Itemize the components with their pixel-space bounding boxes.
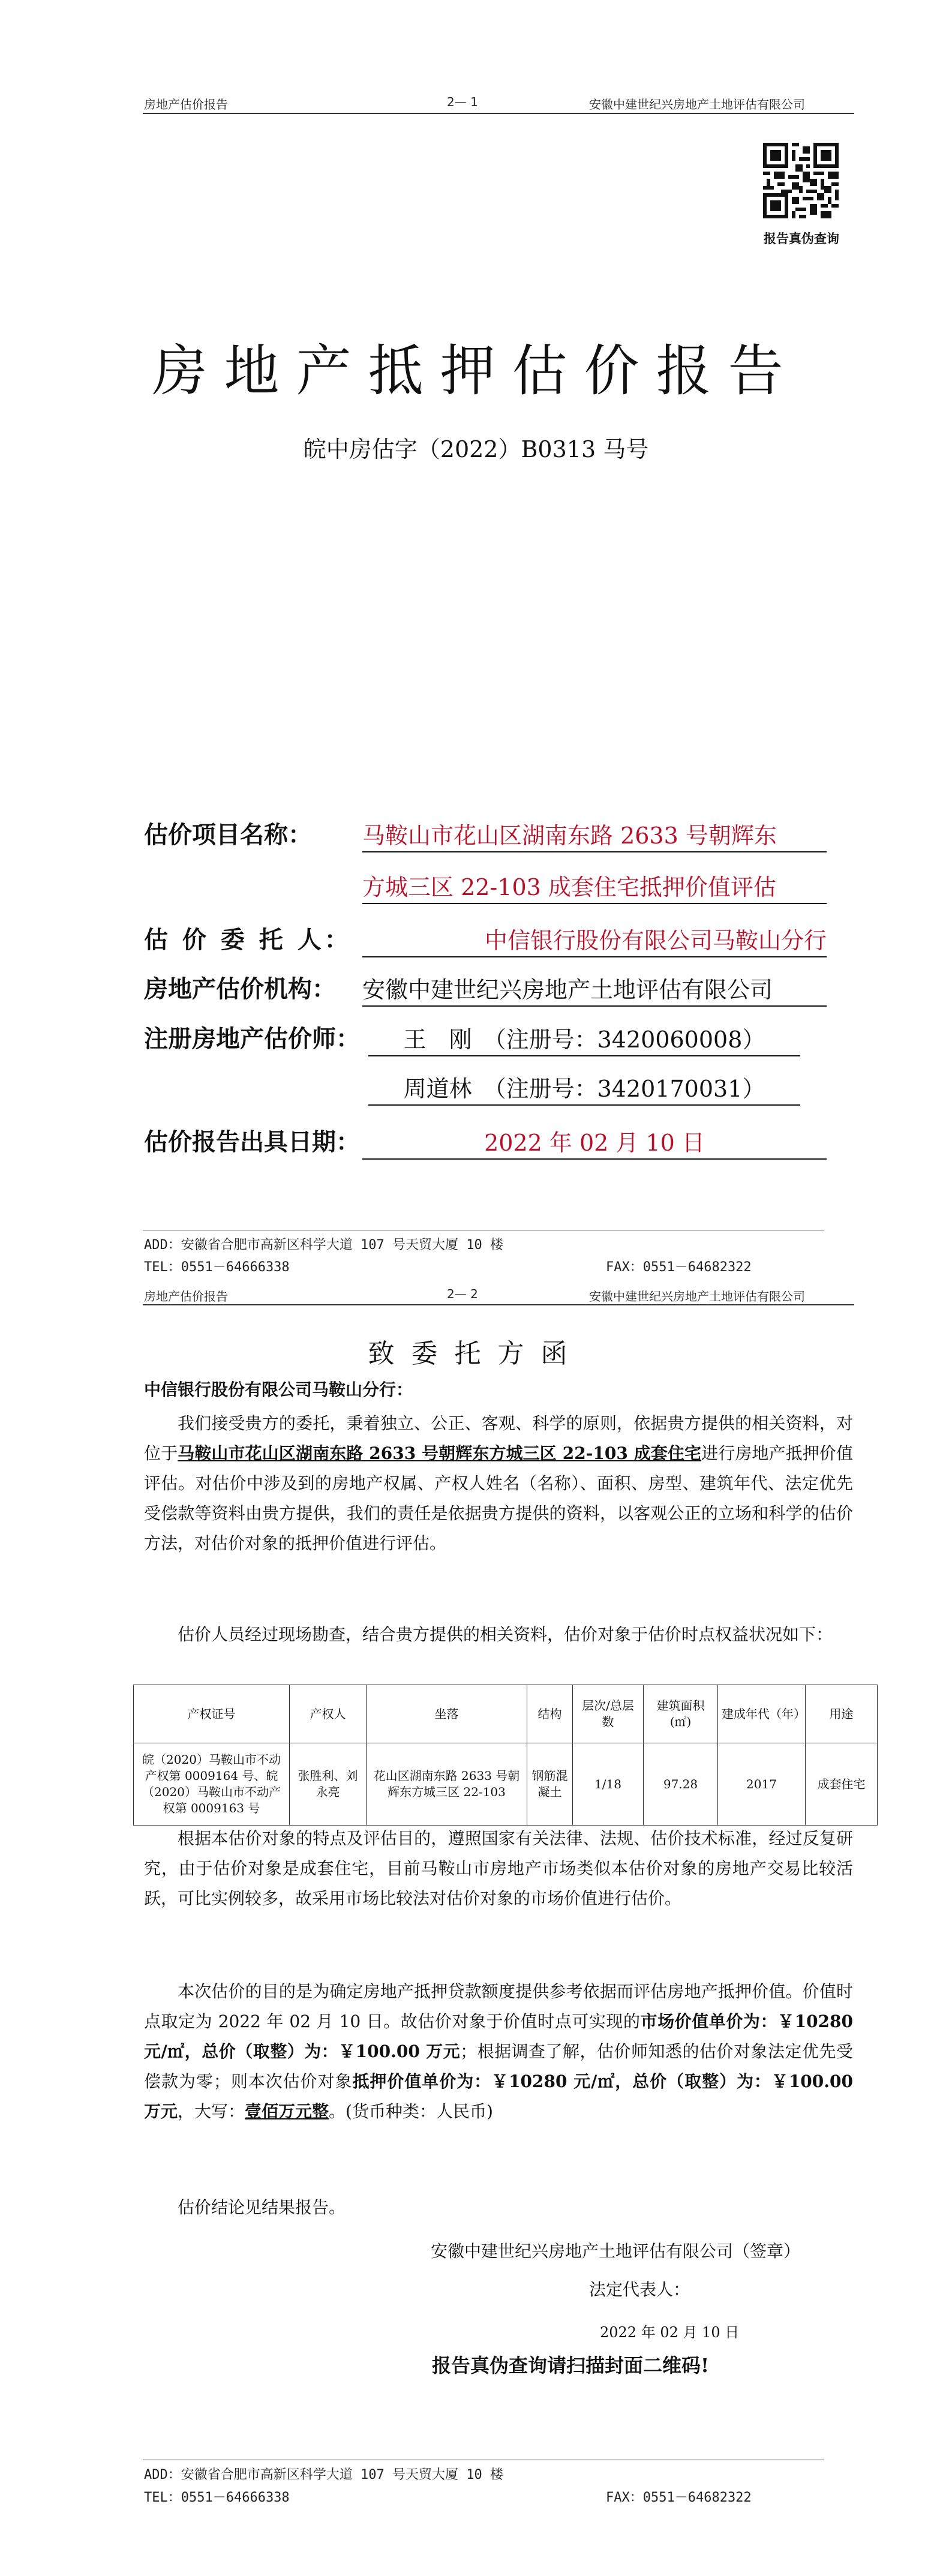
client-value: 中信银行股份有限公司马鞍山分行 [362,922,827,957]
col-header: 层次/总层数 [573,1685,644,1743]
agency-label: 房地产估价机构： [144,975,336,1003]
paragraph-2: 估价人员经过现场勘查，结合贵方提供的相关资料，估价对象于估价时点权益状况如下： [178,1625,833,1644]
paragraph-1: 我们接受贵方的委托，秉着独立、公正、客观、科学的原则，依据贵方提供的相关资料，对位于马鞍山市花山区湖南东路 2633 号朝辉东方城三区 22-103 成套住宅进行房地产抵押价值评估。对估价中涉及到的房地产权属、产权人姓名（名称）、面积、房型、建筑年代、法定优先受偿款等资料由贵方提供，我们的责任是依据贵方提供的资料，以客观公正的立场和科学的估价方法，对估价对象的抵押价值进行评估。 [144,1413,853,1553]
project-name-line1: 马鞍山市花山区湖南东路 2633 号朝辉东 [362,817,827,852]
page1-footer-address: ADD：安徽省合肥市高新区科学大道 107 号天贸大厦 10 楼 [144,1238,503,1253]
col-header: 产权证号 [134,1685,290,1743]
page2-footer-fax: FAX：0551－64682322 [606,2490,752,2505]
report-date-value: 2022 年 02 月 10 日 [362,1124,827,1160]
qr-label: 报告真伪查询 [764,232,839,246]
col-header: 坐落 [367,1685,527,1743]
cell-floor: 1/18 [573,1743,644,1826]
col-header: 产权人 [290,1685,367,1743]
page1-header-rule [143,113,854,114]
qr-code-icon[interactable] [763,143,839,218]
paragraph-4: 本次估价的目的是为确定房地产抵押贷款额度提供参考依据而评估房地产抵押价值。价值时点取定为 2022 年 02 月 10 日。故估价对象于价值时点可实现的市场价值单价为：￥10280 元/㎡，总价（取整）为：￥100.00 万元；根据调查了解，估价师知悉的估价对象法定优先受偿款为零；则本次估价对象抵押价值单价为：￥10280 元/㎡，总价（取整）为：￥100.00 万元，大写：壹佰万元整。(货币种类：人民币) [144,1981,854,2121]
cell-cert-no: 皖（2020）马鞍山市不动产权第 0009164 号、皖（2020）马鞍山市不动产权第 0009163 号 [134,1743,290,1826]
appraiser-2: 周道林 （注册号：3420170031） [368,1070,800,1106]
table-header-row [134,1685,878,1743]
page2-header-page: 2— 2 [447,1287,478,1301]
page2-header-left: 房地产估价报告 [144,1289,228,1304]
report-date-label: 估价报告出具日期： [144,1128,360,1156]
agency-value: 安徽中建世纪兴房地产土地评估有限公司 [362,971,827,1007]
verify-note: 报告真伪查询请扫描封面二维码! [432,2354,710,2377]
appraiser-1: 王 刚 （注册号：3420060008） [368,1021,800,1056]
project-name-line2: 方城三区 22-103 成套住宅抵押价值评估 [362,869,827,904]
col-header: 用途 [806,1685,878,1743]
cell-usage: 成套住宅 [806,1743,878,1826]
page1-header-right: 安徽中建世纪兴房地产土地评估有限公司 [589,97,805,112]
page1-header-left: 房地产估价报告 [144,97,228,112]
client-label: 估 价 委 托 人： [144,926,352,954]
signature-date: 2022 年 02 月 10 日 [600,2324,740,2341]
page2-header-rule [143,1304,854,1305]
page2-footer-tel: TEL：0551－64666338 [144,2490,290,2505]
cell-location: 花山区湖南东路 2633 号朝辉东方城三区 22-103 [367,1743,527,1826]
cell-area: 97.28 [644,1743,718,1826]
cell-owner: 张胜利、刘永亮 [290,1743,367,1826]
cell-structure: 钢筋混凝土 [527,1743,573,1826]
letter-title: 致委托方函 [368,1338,584,1369]
page2-header-right: 安徽中建世纪兴房地产土地评估有限公司 [589,1289,805,1304]
table-row [134,1743,878,1826]
col-header: 结构 [527,1685,573,1743]
page1-header-page: 2— 1 [447,95,478,109]
report-title: 房地产抵押估价报告 [152,339,800,403]
signature-representative: 法定代表人： [589,2280,690,2299]
col-header: 建筑面积(㎡) [644,1685,718,1743]
page2-footer-address: ADD：安徽省合肥市高新区科学大道 107 号天贸大厦 10 楼 [144,2467,503,2482]
cell-year: 2017 [718,1743,806,1826]
appraiser-label: 注册房地产估价师： [144,1025,360,1053]
page1-footer-fax: FAX：0551－64682322 [606,1260,752,1275]
addressee: 中信银行股份有限公司马鞍山分行： [144,1380,413,1400]
property-table [133,1685,878,1826]
col-header: 建成年代（年） [718,1685,806,1743]
paragraph-3: 根据本估价对象的特点及评估目的，遵照国家有关法律、法规、估价技术标准，经过反复研究，由于估价对象是成套住宅，目前马鞍山市房地产市场类似本估价对象的房地产交易比较活跃，可比实例较多，故采用市场比较法对估价对象的市场价值进行估价。 [144,1829,853,1908]
signature-company: 安徽中建世纪兴房地产土地评估有限公司（签章） [431,2241,801,2261]
project-name-label: 估价项目名称： [144,821,312,849]
report-number: 皖中房估字（2022）B0313 马号 [303,436,649,463]
paragraph-5: 估价结论见结果报告。 [178,2197,346,2217]
page1-footer-tel: TEL：0551－64666338 [144,1260,290,1275]
